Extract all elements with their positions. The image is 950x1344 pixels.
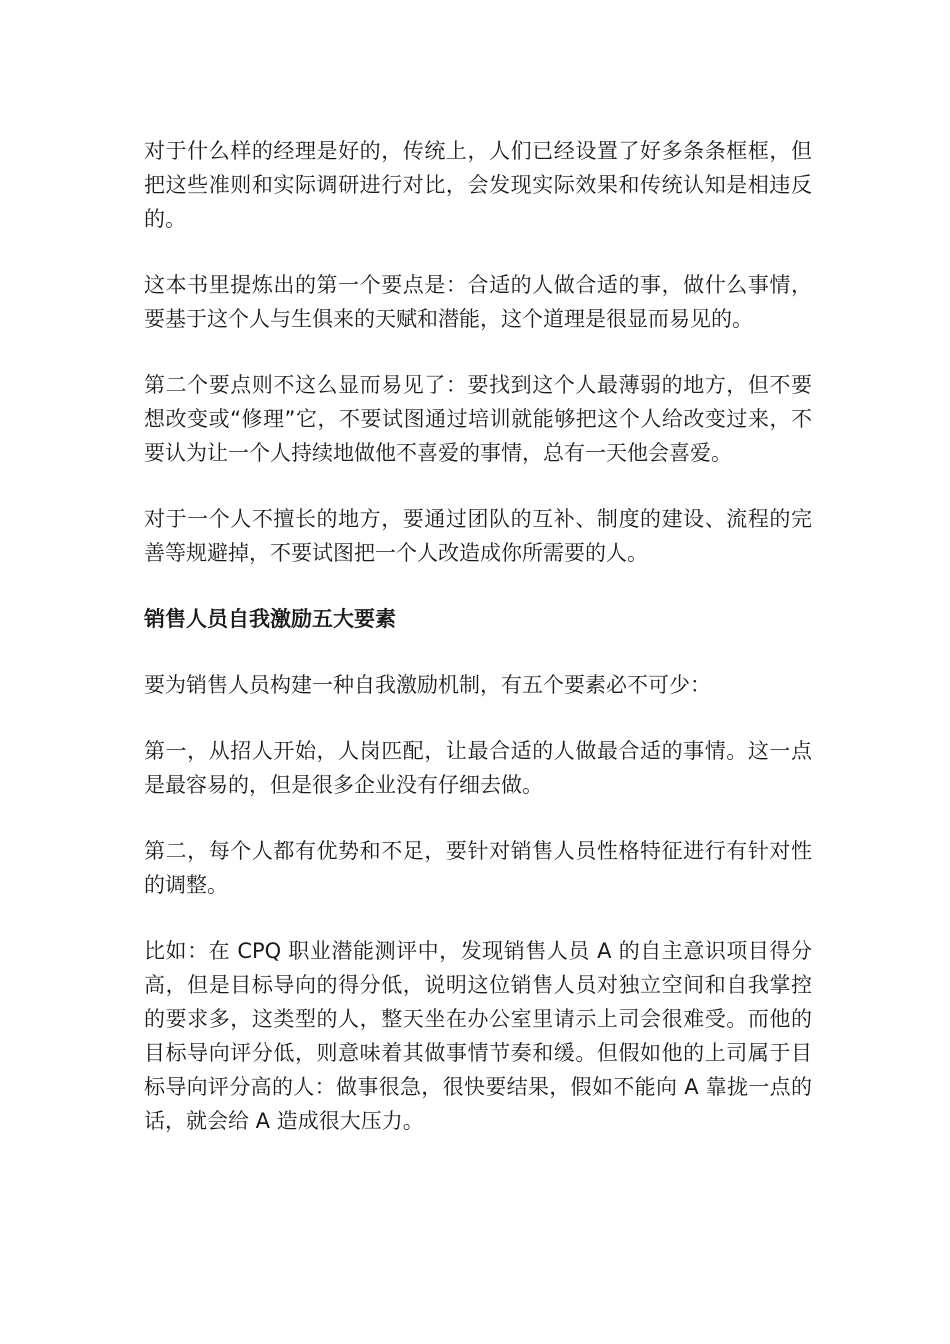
paragraph-five-elements: 要为销售人员构建一种自我激励机制，有五个要素必不可少： <box>144 673 711 697</box>
paragraph-example: 比如：在 CPQ 职业潜能测评中，发现销售人员 A 的自主意识项目得分高，但是目标导向的得分低，说明这位销售人员对独立空间和自我掌控的要求多，这类型的人，整天坐在办公室里请示上司会很难受。而他的目标导向评分低，则意味着其做事情节奏和缓。但假如他的上司属于目标导向评分高的人：做事很急，很快要结果，假如不能向 A 靠拢一点的话，就会给 A 造成很大压力。 <box>144 939 812 1133</box>
paragraph-element-two: 第二，每个人都有优势和不足，要针对销售人员性格特征进行有针对性的调整。 <box>144 839 812 897</box>
paragraph-element-one: 第一，从招人开始，人岗匹配，让最合适的人做最合适的事情。这一点是最容易的，但是很多企业没有仔细去做。 <box>144 739 812 797</box>
paragraph-weakness: 对于一个人不擅长的地方，要通过团队的互补、制度的建设、流程的完善等规避掉，不要试图把一个人改造成你所需要的人。 <box>144 507 812 565</box>
paragraph-first-point: 这本书里提炼出的第一个要点是：合适的人做合适的事，做什么事情，要基于这个人与生俱来的天赋和潜能，这个道理是很显而易见的。 <box>144 273 812 331</box>
paragraph-second-point: 第二个要点则不这么显而易见了：要找到这个人最薄弱的地方，但不要想改变或“修理”它，不要试图通过培训就能够把这个人给改变过来，不要认为让一个人持续地做他不喜爱的事情，总有一天他会喜爱。 <box>144 373 812 465</box>
paragraph-good-manager: 对于什么样的经理是好的，传统上，人们已经设置了好多条条框框，但把这些准则和实际调研进行对比，会发现实际效果和传统认知是相违反的。 <box>144 139 812 231</box>
document-page <box>144 134 812 1170</box>
section-heading: 销售人员自我激励五大要素 <box>144 607 396 631</box>
